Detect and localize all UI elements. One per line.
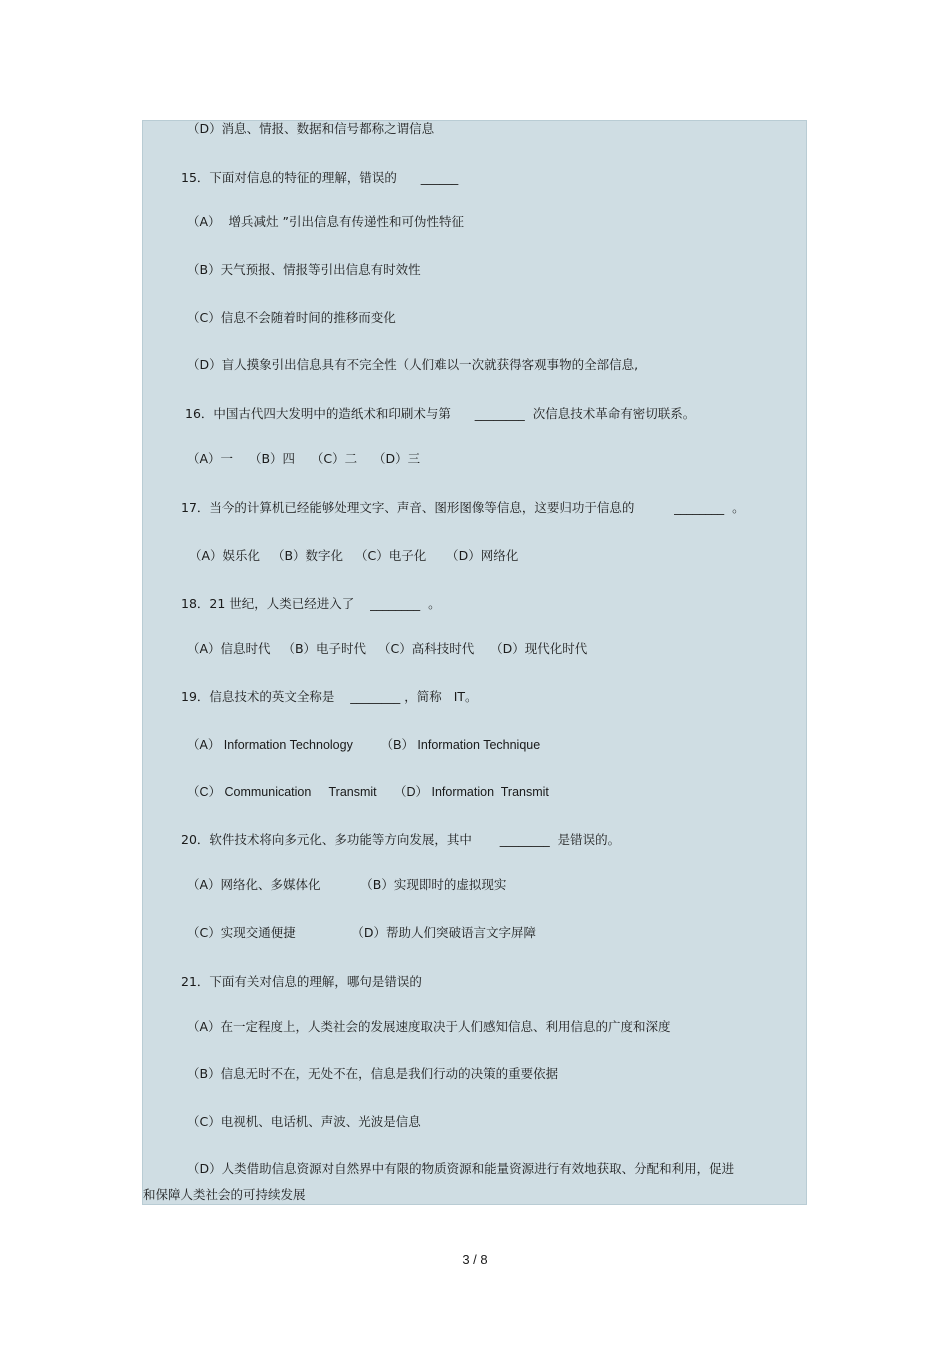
- option-21c: （C）电视机、电话机、声波、光波是信息: [187, 1114, 421, 1129]
- options-19-ab: （A） Information Technology （B） Information Technique: [187, 738, 541, 752]
- options-18: （A）信息时代 （B）电子时代 （C）高科技时代 （D）现代化时代: [187, 641, 588, 656]
- page-number: 3 / 8: [462, 1252, 488, 1267]
- question-15: 15．下面对信息的特征的理解，错误的 ______: [181, 170, 459, 185]
- option-15c: （C）信息不会随着时间的推移而变化: [187, 310, 396, 325]
- options-20-cd: （C）实现交通便捷 （D）帮助人们突破语言文字屏障: [187, 925, 536, 940]
- option-21b: （B）信息无时不在，无处不在，信息是我们行动的决策的重要依据: [187, 1066, 559, 1081]
- options-19-cd: （C） Communication Transmit （D） Information Transmit: [187, 785, 549, 799]
- option-15b: （B）天气预报、情报等引出信息有时效性: [187, 262, 421, 277]
- option-14d: （D）消息、情报、数据和信号都称之谓信息: [187, 121, 435, 136]
- option-21d: （D）人类借助信息资源对自然界中有限的物质资源和能量资源进行有效地获取、分配和利用，促进: [187, 1161, 735, 1176]
- options-17: （A）娱乐化 （B）数字化 （C）电子化 （D）网络化: [189, 548, 519, 563]
- option-21d-continued: 和保障人类社会的可持续发展: [143, 1187, 306, 1202]
- option-15d: （D）盲人摸象引出信息具有不完全性（人们难以一次就获得客观事物的全部信息,: [187, 357, 639, 372]
- question-19: 19．信息技术的英文全称是 ________ ，简称 IT。: [181, 689, 478, 704]
- question-20: 20．软件技术将向多元化、多功能等方向发展，其中 ________ 是错误的。: [181, 832, 621, 847]
- question-21: 21．下面有关对信息的理解，哪句是错误的: [181, 974, 422, 989]
- option-15a: （A） 增兵减灶 ”引出信息有传递性和可伪性特征: [187, 214, 464, 229]
- question-17: 17．当今的计算机已经能够处理文字、声音、图形图像等信息，这要归功于信息的 ________ 。: [181, 500, 745, 515]
- question-18: 18．21 世纪，人类已经进入了 ________ 。: [181, 596, 441, 611]
- question-panel: [142, 120, 807, 1205]
- option-21a: （A）在一定程度上，人类社会的发展速度取决于人们感知信息、利用信息的广度和深度: [187, 1019, 671, 1034]
- question-16: 16．中国古代四大发明中的造纸术和印刷术与第 ________ 次信息技术革命有密切联系。: [185, 406, 696, 421]
- options-16: （A）一 （B）四 （C）二 （D）三: [187, 451, 421, 466]
- options-20-ab: （A）网络化、多媒体化 （B）实现即时的虚拟现实: [187, 877, 507, 892]
